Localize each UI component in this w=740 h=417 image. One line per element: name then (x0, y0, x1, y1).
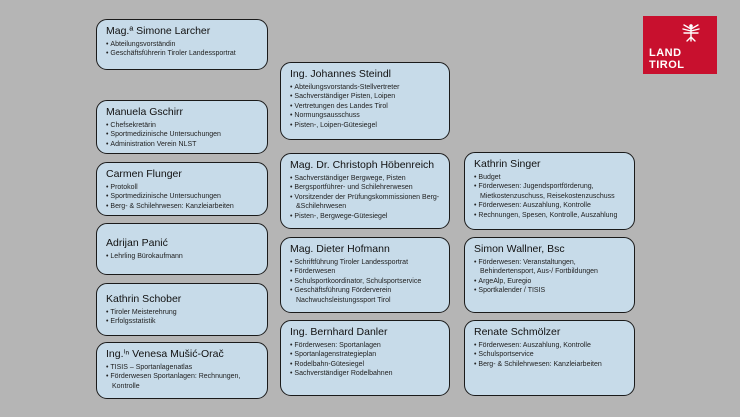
duty-item: • Sportmedizinische Untersuchungen (106, 192, 259, 201)
staff-card (280, 237, 450, 313)
duty-item: • Förderwesen: Auszahlung, Kontrolle (474, 201, 626, 210)
duty-item: • Schriftführung Tiroler Landessportrat (290, 258, 441, 267)
duty-item: • Schulsportkoordinator, Schulsportservice (290, 277, 441, 286)
staff-name: Simon Wallner, Bsc (474, 243, 565, 255)
staff-card (96, 19, 268, 70)
staff-name: Manuela Gschirr (106, 106, 184, 118)
staff-name: Ing. Bernhard Danler (290, 326, 388, 338)
duty-item: • Bergsportführer- und Schilehrerwesen (290, 183, 441, 192)
duty-list (474, 173, 626, 220)
duty-item: • ArgeAlp, Euregio (474, 277, 626, 286)
duty-item: • Normungsausschuss (290, 111, 441, 120)
duty-list (474, 341, 626, 369)
staff-card (464, 237, 635, 313)
duty-item: • Schulsportservice (474, 350, 626, 359)
duty-item: • Tiroler Meisterehrung (106, 308, 259, 317)
staff-card (96, 223, 268, 275)
eagle-icon (679, 21, 703, 45)
duty-item: • Abteilungsvorständin (106, 40, 259, 49)
duty-item: • Chefsekretärin (106, 121, 259, 130)
duty-item: • Geschäftsführung Förderverein Nachwuchsleistungssport Tirol (290, 286, 441, 305)
duty-item: • TISIS – Sportanlagenatlas (106, 363, 259, 372)
duty-item: • Berg- & Schilehrwesen: Kanzleiarbeiten (106, 202, 259, 211)
staff-name: Ing. Johannes Steindl (290, 68, 391, 80)
land-tirol-logo (643, 16, 717, 74)
staff-card (96, 342, 268, 399)
duty-list (474, 258, 626, 296)
staff-card (96, 283, 268, 336)
duty-item: • Sportmedizinische Untersuchungen (106, 130, 259, 139)
duty-item: • Rodelbahn-Gütesiegel (290, 360, 441, 369)
duty-item: • Rechnungen, Spesen, Kontrolle, Auszahlung (474, 211, 626, 220)
duty-list (290, 83, 441, 130)
staff-name: Mag. Dieter Hofmann (290, 243, 390, 255)
staff-card (280, 320, 450, 396)
staff-card (96, 162, 268, 216)
duty-item: • Budget (474, 173, 626, 182)
staff-name: Kathrin Singer (474, 158, 541, 170)
duty-item: • Administration Verein NLST (106, 140, 259, 149)
duty-item: • Vorsitzender der Prüfungskommissionen Berg-&Schilehrwesen (290, 193, 441, 212)
duty-item: • Förderwesen: Auszahlung, Kontrolle (474, 341, 626, 350)
duty-item: • Geschäftsführerin Tiroler Landessportrat (106, 49, 259, 58)
duty-item: • Förderwesen Sportanlagen: Rechnungen, Kontrolle (106, 372, 259, 391)
duty-item: • Pisten-, Bergwege-Gütesiegel (290, 212, 441, 221)
duty-item: • Sachverständiger Bergwege, Pisten (290, 174, 441, 183)
staff-name: Adrijan Panić (106, 237, 168, 249)
duty-list (106, 121, 259, 149)
duty-item: • Vertretungen des Landes Tirol (290, 102, 441, 111)
logo-text-tirol: TIROL (649, 59, 685, 71)
duty-item: • Sportanlagenstrategieplan (290, 350, 441, 359)
logo-text-land: LAND (649, 47, 682, 59)
duty-item: • Sachverständiger Rodelbahnen (290, 369, 441, 378)
duty-item: • Protokoll (106, 183, 259, 192)
duty-list (290, 174, 441, 221)
duty-item: • Förderwesen: Veranstaltungen, Behindertensport, Aus-/ Fortbildungen (474, 258, 626, 277)
staff-card (96, 100, 268, 154)
duty-list (106, 363, 259, 391)
duty-item: • Lehrling Bürokaufmann (106, 252, 259, 261)
duty-list (290, 258, 441, 305)
staff-card (464, 320, 635, 396)
duty-list (106, 40, 259, 59)
duty-list (290, 341, 441, 379)
duty-list (106, 308, 259, 327)
duty-item: • Förderwesen: Sportanlagen (290, 341, 441, 350)
duty-item: • Sportkalender / TISIS (474, 286, 626, 295)
duty-item: • Berg- & Schilehrwesen: Kanzleiarbeiten (474, 360, 626, 369)
duty-list (106, 183, 259, 211)
staff-name: Mag.ª Simone Larcher (106, 25, 211, 37)
duty-item: • Erfolgsstatistik (106, 317, 259, 326)
duty-item: • Pisten-, Loipen-Gütesiegel (290, 121, 441, 130)
duty-item: • Abteilungsvorstands-Stellvertreter (290, 83, 441, 92)
staff-name: Carmen Flunger (106, 168, 182, 180)
staff-card (280, 153, 450, 229)
staff-name: Kathrin Schober (106, 293, 182, 305)
staff-card (464, 152, 635, 230)
staff-name: Ing.ⁱⁿ Venesa Mušić-Orač (106, 348, 224, 360)
duty-item: • Sachverständiger Pisten, Loipen (290, 92, 441, 101)
staff-card (280, 62, 450, 140)
duty-item: • Förderwesen (290, 267, 441, 276)
staff-name: Mag. Dr. Christoph Höbenreich (290, 159, 435, 171)
duty-list (106, 252, 259, 261)
staff-name: Renate Schmölzer (474, 326, 561, 338)
duty-item: • Förderwesen: Jugendsportförderung, Mietkostenzuschuss, Reisekostenzuschuss (474, 182, 626, 201)
